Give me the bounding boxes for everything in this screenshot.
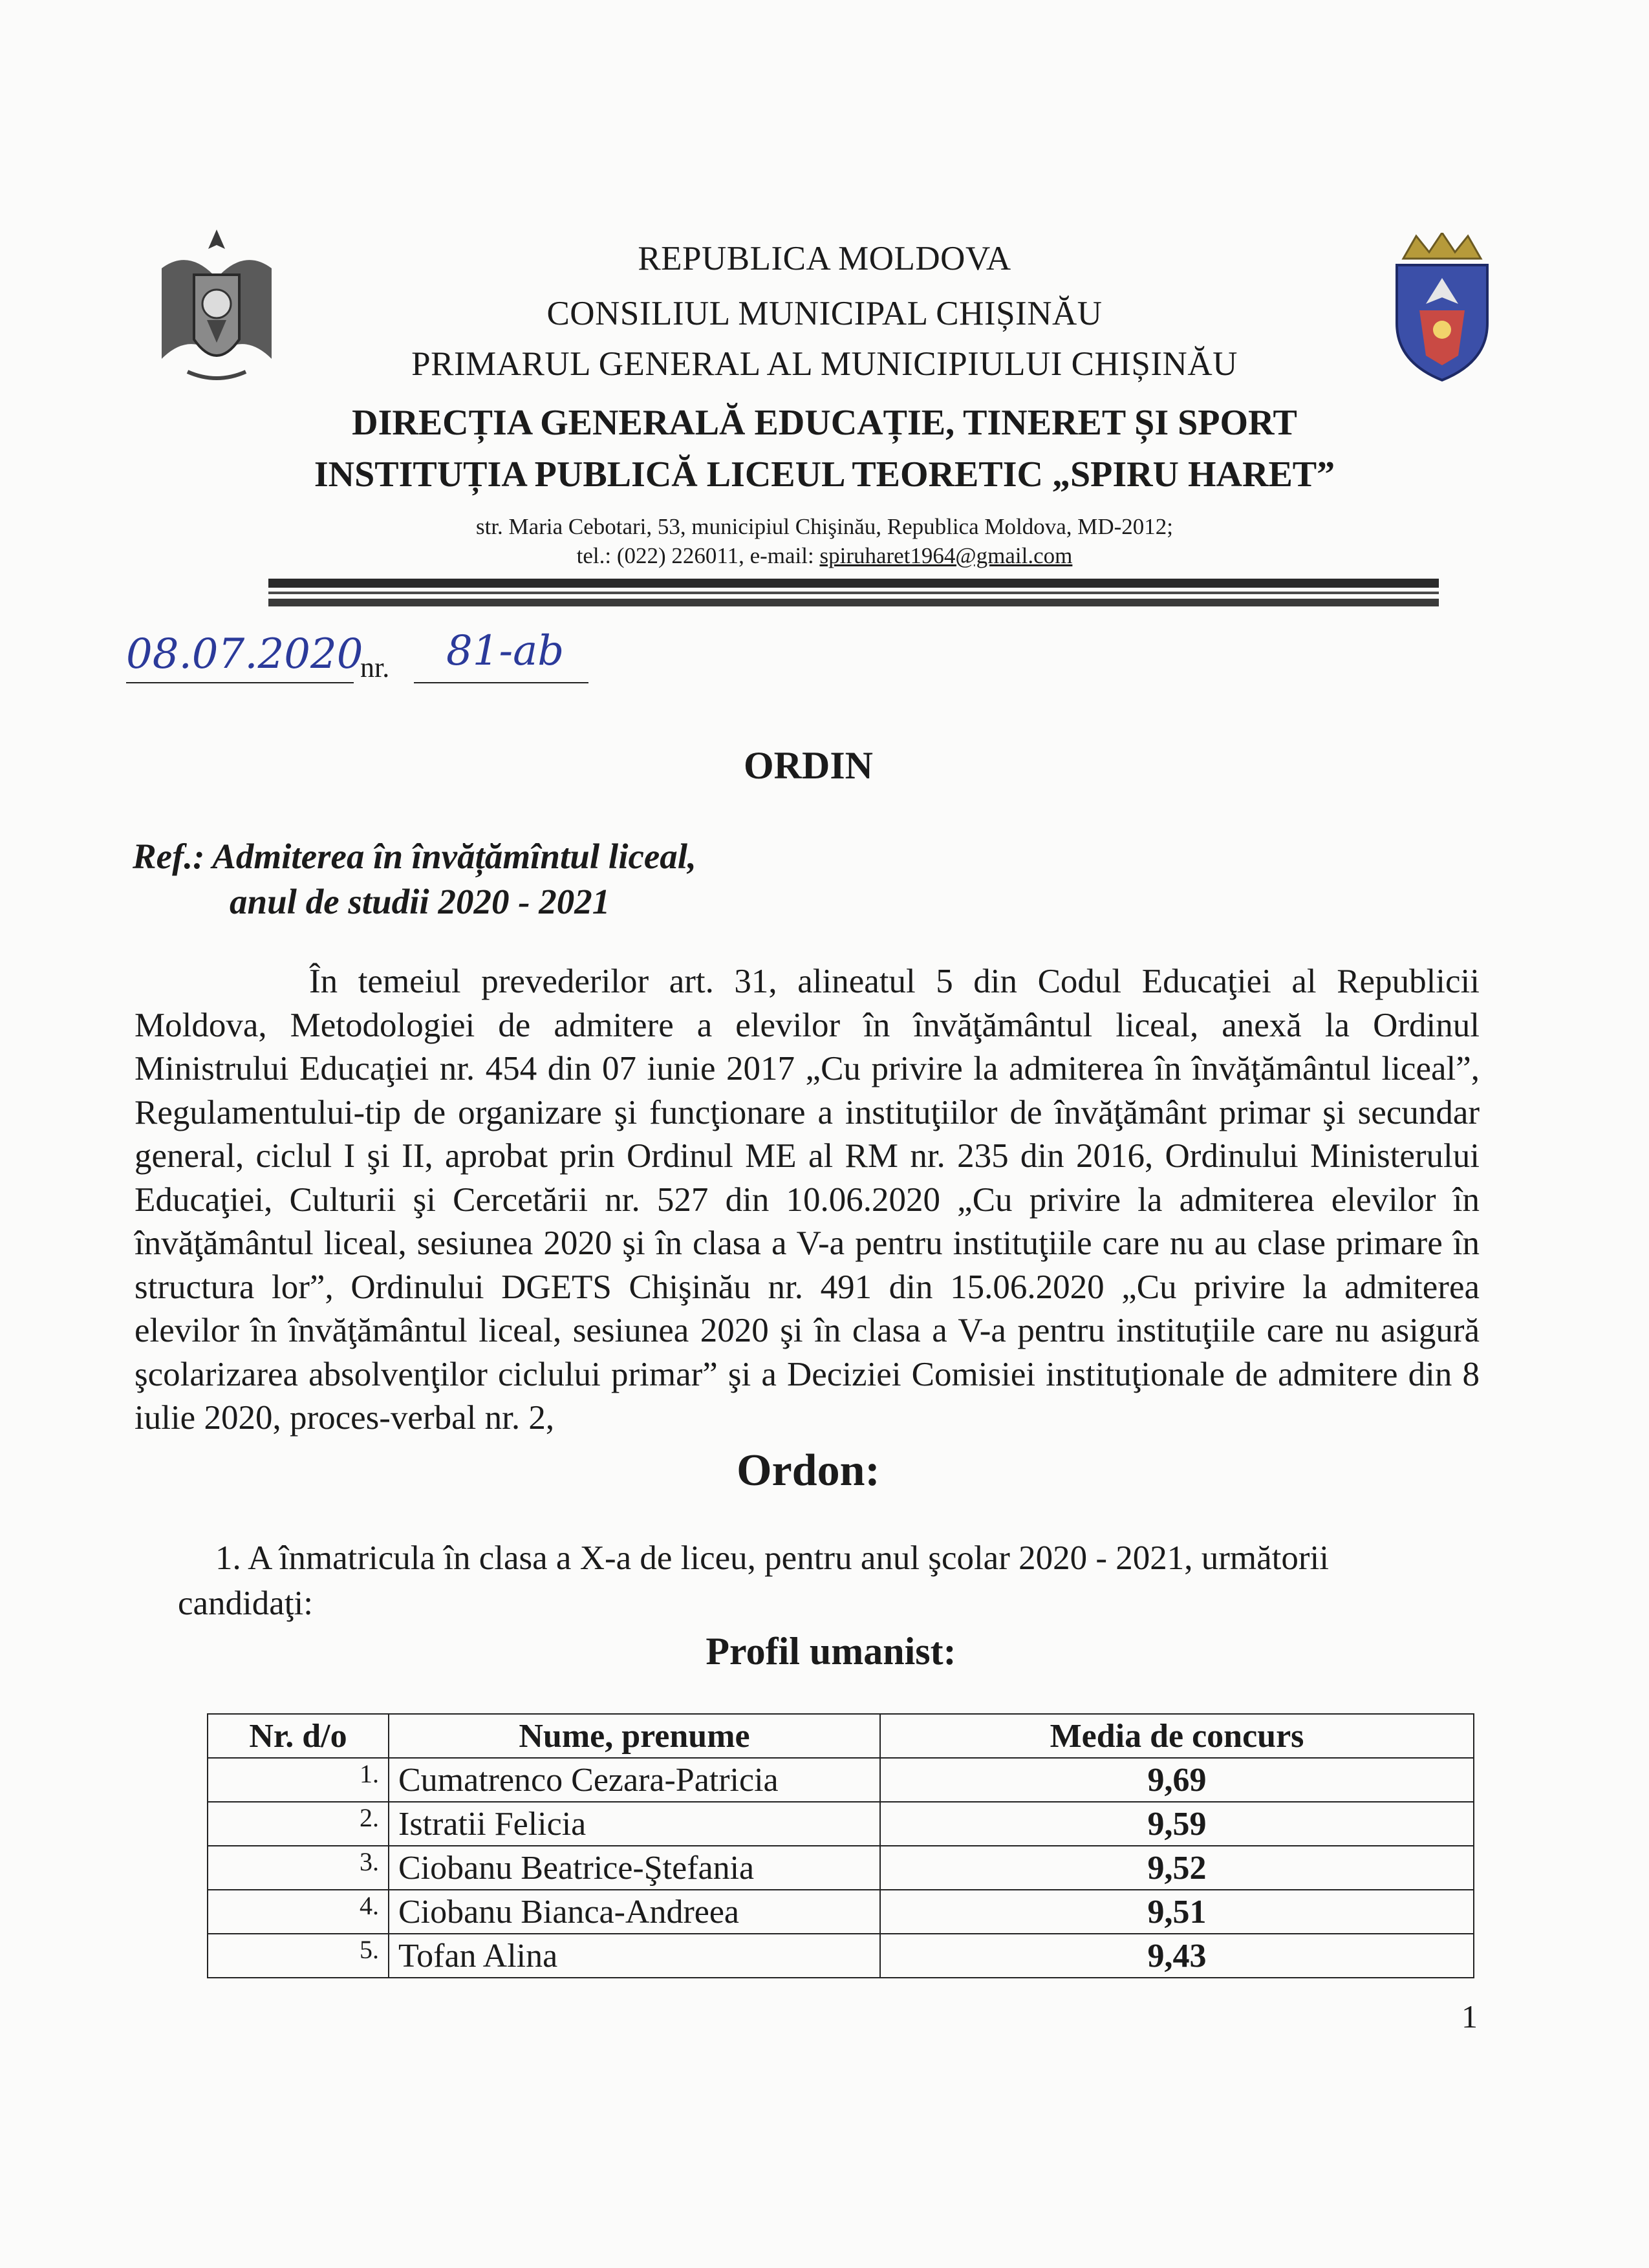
header-mayor: PRIMARUL GENERAL AL MUNICIPIULUI CHIȘINĂU [411, 345, 1238, 383]
item1-line1: 1. A înmatricula în clasa a X-a de liceu, pentru anul şcolar 2020 - 2021, următorii [215, 1539, 1329, 1577]
row-name: Tofan Alina [389, 1934, 880, 1978]
header-divider-bar-lower [268, 599, 1439, 606]
header-council: CONSILIUL MUNICIPAL CHIȘINĂU [546, 295, 1103, 332]
row-number: 4. [208, 1890, 389, 1934]
contact-phone: tel.: (022) 226011, e-mail: [576, 543, 820, 568]
column-header-nr: Nr. d/o [208, 1714, 389, 1758]
preamble-text: În temeiul prevederilor art. 31, alineatul 5 din Codul Educaţiei al Republicii Moldova, Metodologiei de admitere a elevilor în învăţământul liceal, anexă la Ordinul Ministrului Educaţiei nr. 454 din 07 iunie 2017 „Cu privire la admiterea în învăţământul liceal”, Regulamentului-tip de organizare şi funcţionare a instituţiilor de învăţământ primar şi secundar general, ciclul I şi II, aprobat prin Ordinul ME al RM nr. 235 din 2016, Ordinului Ministerului Educaţiei, Culturii şi Cercetării nr. 527 din 10.06.2020 „Cu privire la admiterea elevilor în învăţământul liceal, sesiunea 2020 şi în clasa a V-a pentru instituţiile care nu au clase primare în structura lor”, Ordinului DGETS Chişinău nr. 491 din 15.06.2020 „Cu privire la admiterea elevilor în învăţământul liceal, sesiunea 2020 şi în clasa a V-a pentru instituţiile care nu asigură şcolarizarea absolvenţilor ciclului primar” şi a Deciziei Comisiei instituţionale de admitere din 8 iulie 2020, proces-verbal nr. 2, [135, 963, 1480, 1437]
document-reference-line2: anul de studii 2020 - 2021 [230, 882, 610, 921]
header-divider-bar-thin [268, 592, 1439, 594]
header-institution: INSTITUȚIA PUBLICĂ LICEUL TEORETIC „SPIRU HARET” [314, 455, 1335, 495]
row-media: 9,43 [880, 1934, 1474, 1978]
preamble-paragraph [135, 960, 1480, 1440]
profile-heading: Profil umanist: [706, 1630, 956, 1673]
registry-date-line [126, 682, 354, 683]
header-contact [0, 543, 1649, 569]
row-name: Istratii Felicia [389, 1802, 880, 1846]
contact-email-link[interactable]: spiruharet1964@gmail.com [819, 543, 1073, 568]
table-row [208, 1934, 1474, 1978]
header-divider-bar [268, 579, 1439, 588]
registry-date: 08.07.2020 [126, 630, 363, 678]
row-name: Ciobanu Beatrice-Ştefania [389, 1846, 880, 1890]
document-title: ORDIN [743, 744, 873, 787]
table-row [208, 1802, 1474, 1846]
admission-table [207, 1713, 1474, 1978]
table-header-row [208, 1714, 1474, 1758]
row-name: Cumatrenco Cezara-Patricia [389, 1758, 880, 1802]
registry-number-line [414, 682, 588, 683]
ordon-heading: Ordon: [737, 1446, 880, 1495]
row-number: 3. [208, 1846, 389, 1890]
header-address: str. Maria Cebotari, 53, municipiul Chişinău, Republica Moldova, MD-2012; [475, 514, 1174, 539]
registry-number: 81-ab [446, 627, 565, 675]
row-media: 9,52 [880, 1846, 1474, 1890]
header-country: REPUBLICA MOLDOVA [638, 240, 1011, 277]
table-row [208, 1846, 1474, 1890]
row-name: Ciobanu Bianca-Andreea [389, 1890, 880, 1934]
row-number: 5. [208, 1934, 389, 1978]
table-row [208, 1758, 1474, 1802]
row-number: 1. [208, 1758, 389, 1802]
registry-nr-label: nr. [360, 652, 390, 683]
row-media: 9,51 [880, 1890, 1474, 1934]
row-number: 2. [208, 1802, 389, 1846]
table-row [208, 1890, 1474, 1934]
column-header-name: Nume, prenume [389, 1714, 880, 1758]
item1-line2: candidaţi: [178, 1585, 313, 1622]
row-media: 9,59 [880, 1802, 1474, 1846]
document-reference-line1: Ref.: Admiterea în învățămîntul liceal, [133, 837, 696, 876]
header-directorate: DIRECȚIA GENERALĂ EDUCAȚIE, TINERET ȘI SPORT [352, 403, 1297, 443]
column-header-media: Media de concurs [880, 1714, 1474, 1758]
page-number: 1 [1461, 1998, 1478, 2035]
row-media: 9,69 [880, 1758, 1474, 1802]
